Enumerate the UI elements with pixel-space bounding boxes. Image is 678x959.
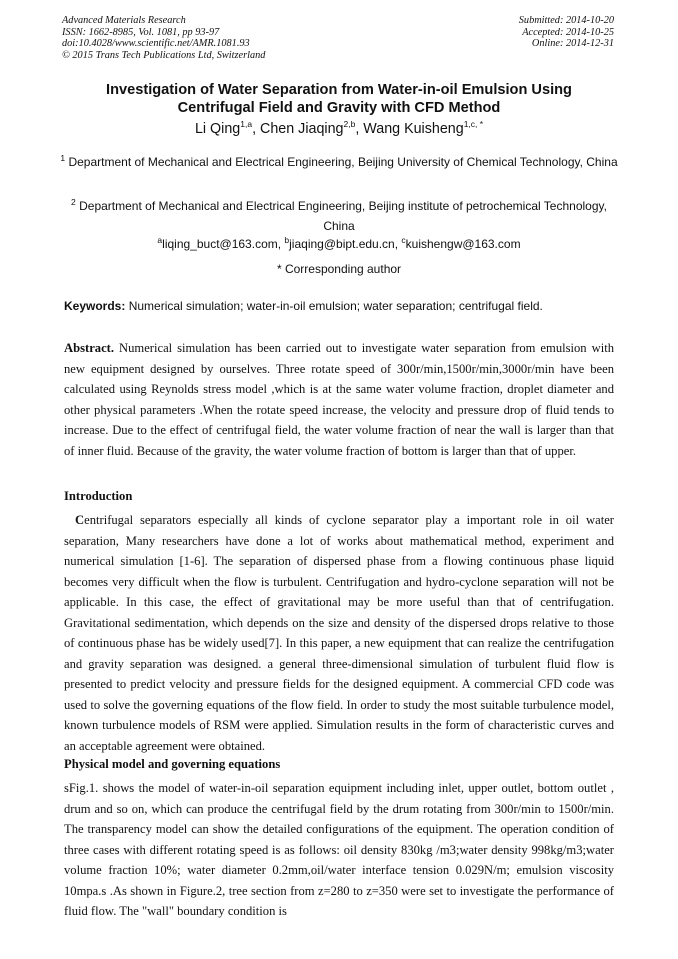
email-address: kuishengw@163.com bbox=[405, 237, 521, 251]
author-name: Wang Kuisheng bbox=[363, 121, 464, 137]
journal-header-left bbox=[62, 15, 265, 61]
section-heading-introduction: Introduction bbox=[64, 489, 133, 503]
submitted-date: Submitted: 2014-10-20 bbox=[518, 15, 614, 26]
abstract-text: Numerical simulation has been carried out to investigate water separation from emulsion with new equipment designed by ourselves. Three rotate speed of 300r/min,1500r/min,3000r/min have been calculated using Reynolds stress model ,which is at the same water volume fraction, droplet diameter and other physical parameters .When the rotate speed increase, the velocity and pressure drop of fluid tends to increase. Due to the effect of centrifugal field, the water volume fraction of near the wall is larger than that of inner fluid. Because of the gravity, the water volume fraction of bottom is larger than that of upper. bbox=[64, 341, 614, 458]
introduction-dropcap: C bbox=[75, 513, 85, 527]
online-date: Online: 2014-12-31 bbox=[531, 38, 614, 50]
paper-title-line-1: Investigation of Water Separation from Water-in-oil Emulsion Using bbox=[106, 82, 572, 98]
journal-copyright: © 2015 Trans Tech Publications Ltd, Switzerland bbox=[62, 49, 266, 61]
journal-header-right bbox=[519, 15, 614, 50]
abstract-label: Abstract. bbox=[64, 341, 115, 355]
journal-issn: ISSN: 1662-8985, Vol. 1081, pp 93-97 bbox=[62, 26, 220, 38]
email-superscript: b bbox=[284, 235, 290, 245]
author-superscript: 1,a bbox=[240, 119, 253, 130]
keywords-label: Keywords: bbox=[64, 299, 126, 313]
author-name: Li Qing bbox=[194, 121, 241, 137]
affiliation-2 bbox=[60, 197, 618, 236]
physical-model-paragraph: sFig.1. shows the model of water-in-oil separation equipment including inlet, upper outlet, bottom outlet , drum and so on, which can produce the centrifugal field by the drum rotating from 300r/min to 1500r/min. The transparency model can show the detailed configurations of the equipment. The operation condition of three cases with different rotating speed is as follows: oil density 830kg /m3;water density 998kg/m3;water volume fraction 10%; water diameter 0.2mm,oil/water interface tension 0.029N/m; emulsion viscosity 10mpa.s .As shown in Figure.2, tree section from z=280 to z=350 were set to investigate the performance of fluid flow. The "wall" boundary condition is bbox=[64, 781, 614, 918]
author-superscript: 2,b bbox=[343, 119, 356, 130]
introduction-text: entrifugal separators especially all kinds of cyclone separator play a important role in oil water separation, Many researchers have done a lot of works about mathematical method, experiment and numerical simulation [1-6]. The separation of dispersed phase from a flowing continuous phase liquid becomes very difficult when the flow is turbulent. Centrifugation and hydro-cyclone separation will not be applicable. In this case, the effect of gravitational may be more useful than that of centrifugation. Gravitational sedimentation, which depends on the size and density of the dispersed drops relative to those of continuous phase has be widely used[7]. In this paper, a new equipment that can realize the centrifugation and gravity separation was designed. a general three-dimensional simulation of turbulent fluid flow is presented to predict velocity and pressure fields for the designed equipment. A commercial CFD code was used to solve the governing equations of the flow field. In order to study the most suitable turbulence model, known turbulence models of RSM were applied. Simulation results in the form of characteristic curves and an acceptable agreement were obtained. bbox=[64, 513, 614, 753]
keywords-text: Numerical simulation; water-in-oil emulsion; water separation; centrifugal field. bbox=[125, 299, 543, 313]
corresponding-author-note: * Corresponding author bbox=[276, 262, 402, 276]
affiliation-text: Department of Mechanical and Electrical Engineering, Beijing institute of petrochemical Technology, China bbox=[79, 199, 607, 233]
affiliation-1 bbox=[60, 153, 618, 173]
affiliation-superscript: 2 bbox=[71, 197, 76, 207]
accepted-date: Accepted: 2014-10-25 bbox=[522, 26, 614, 38]
author-emails bbox=[60, 236, 618, 252]
abstract bbox=[64, 338, 614, 461]
journal-doi: doi:10.4028/www.scientific.net/AMR.1081.93 bbox=[62, 38, 250, 50]
affiliation-text: Department of Mechanical and Electrical Engineering, Beijing University of Chemical Technology, China bbox=[68, 155, 618, 169]
email-address: liqing_buct@163.com, bbox=[162, 237, 285, 251]
author-name: Chen Jiaqing bbox=[260, 121, 344, 137]
author-superscript: 1,c, * bbox=[463, 119, 484, 130]
keywords bbox=[64, 298, 616, 314]
introduction-paragraph bbox=[64, 510, 614, 756]
paper-title-line-2: Centrifugal Field and Gravity with CFD Method bbox=[177, 100, 501, 116]
section-heading-physical-model: Physical model and governing equations bbox=[64, 757, 281, 771]
email-superscript: c bbox=[401, 235, 406, 245]
email-address: jiaqing@bipt.edu.cn, bbox=[289, 237, 402, 251]
affiliation-superscript: 1 bbox=[60, 153, 66, 163]
email-superscript: a bbox=[157, 235, 163, 245]
author-list: Li Qing$^{1,a}$, Chen Jiaqing$^{2,b}$, Wang Kuisheng$^{1,c, *}$ bbox=[194, 119, 484, 137]
paper-title bbox=[40, 81, 638, 117]
journal-name: Advanced Materials Research bbox=[62, 15, 186, 26]
